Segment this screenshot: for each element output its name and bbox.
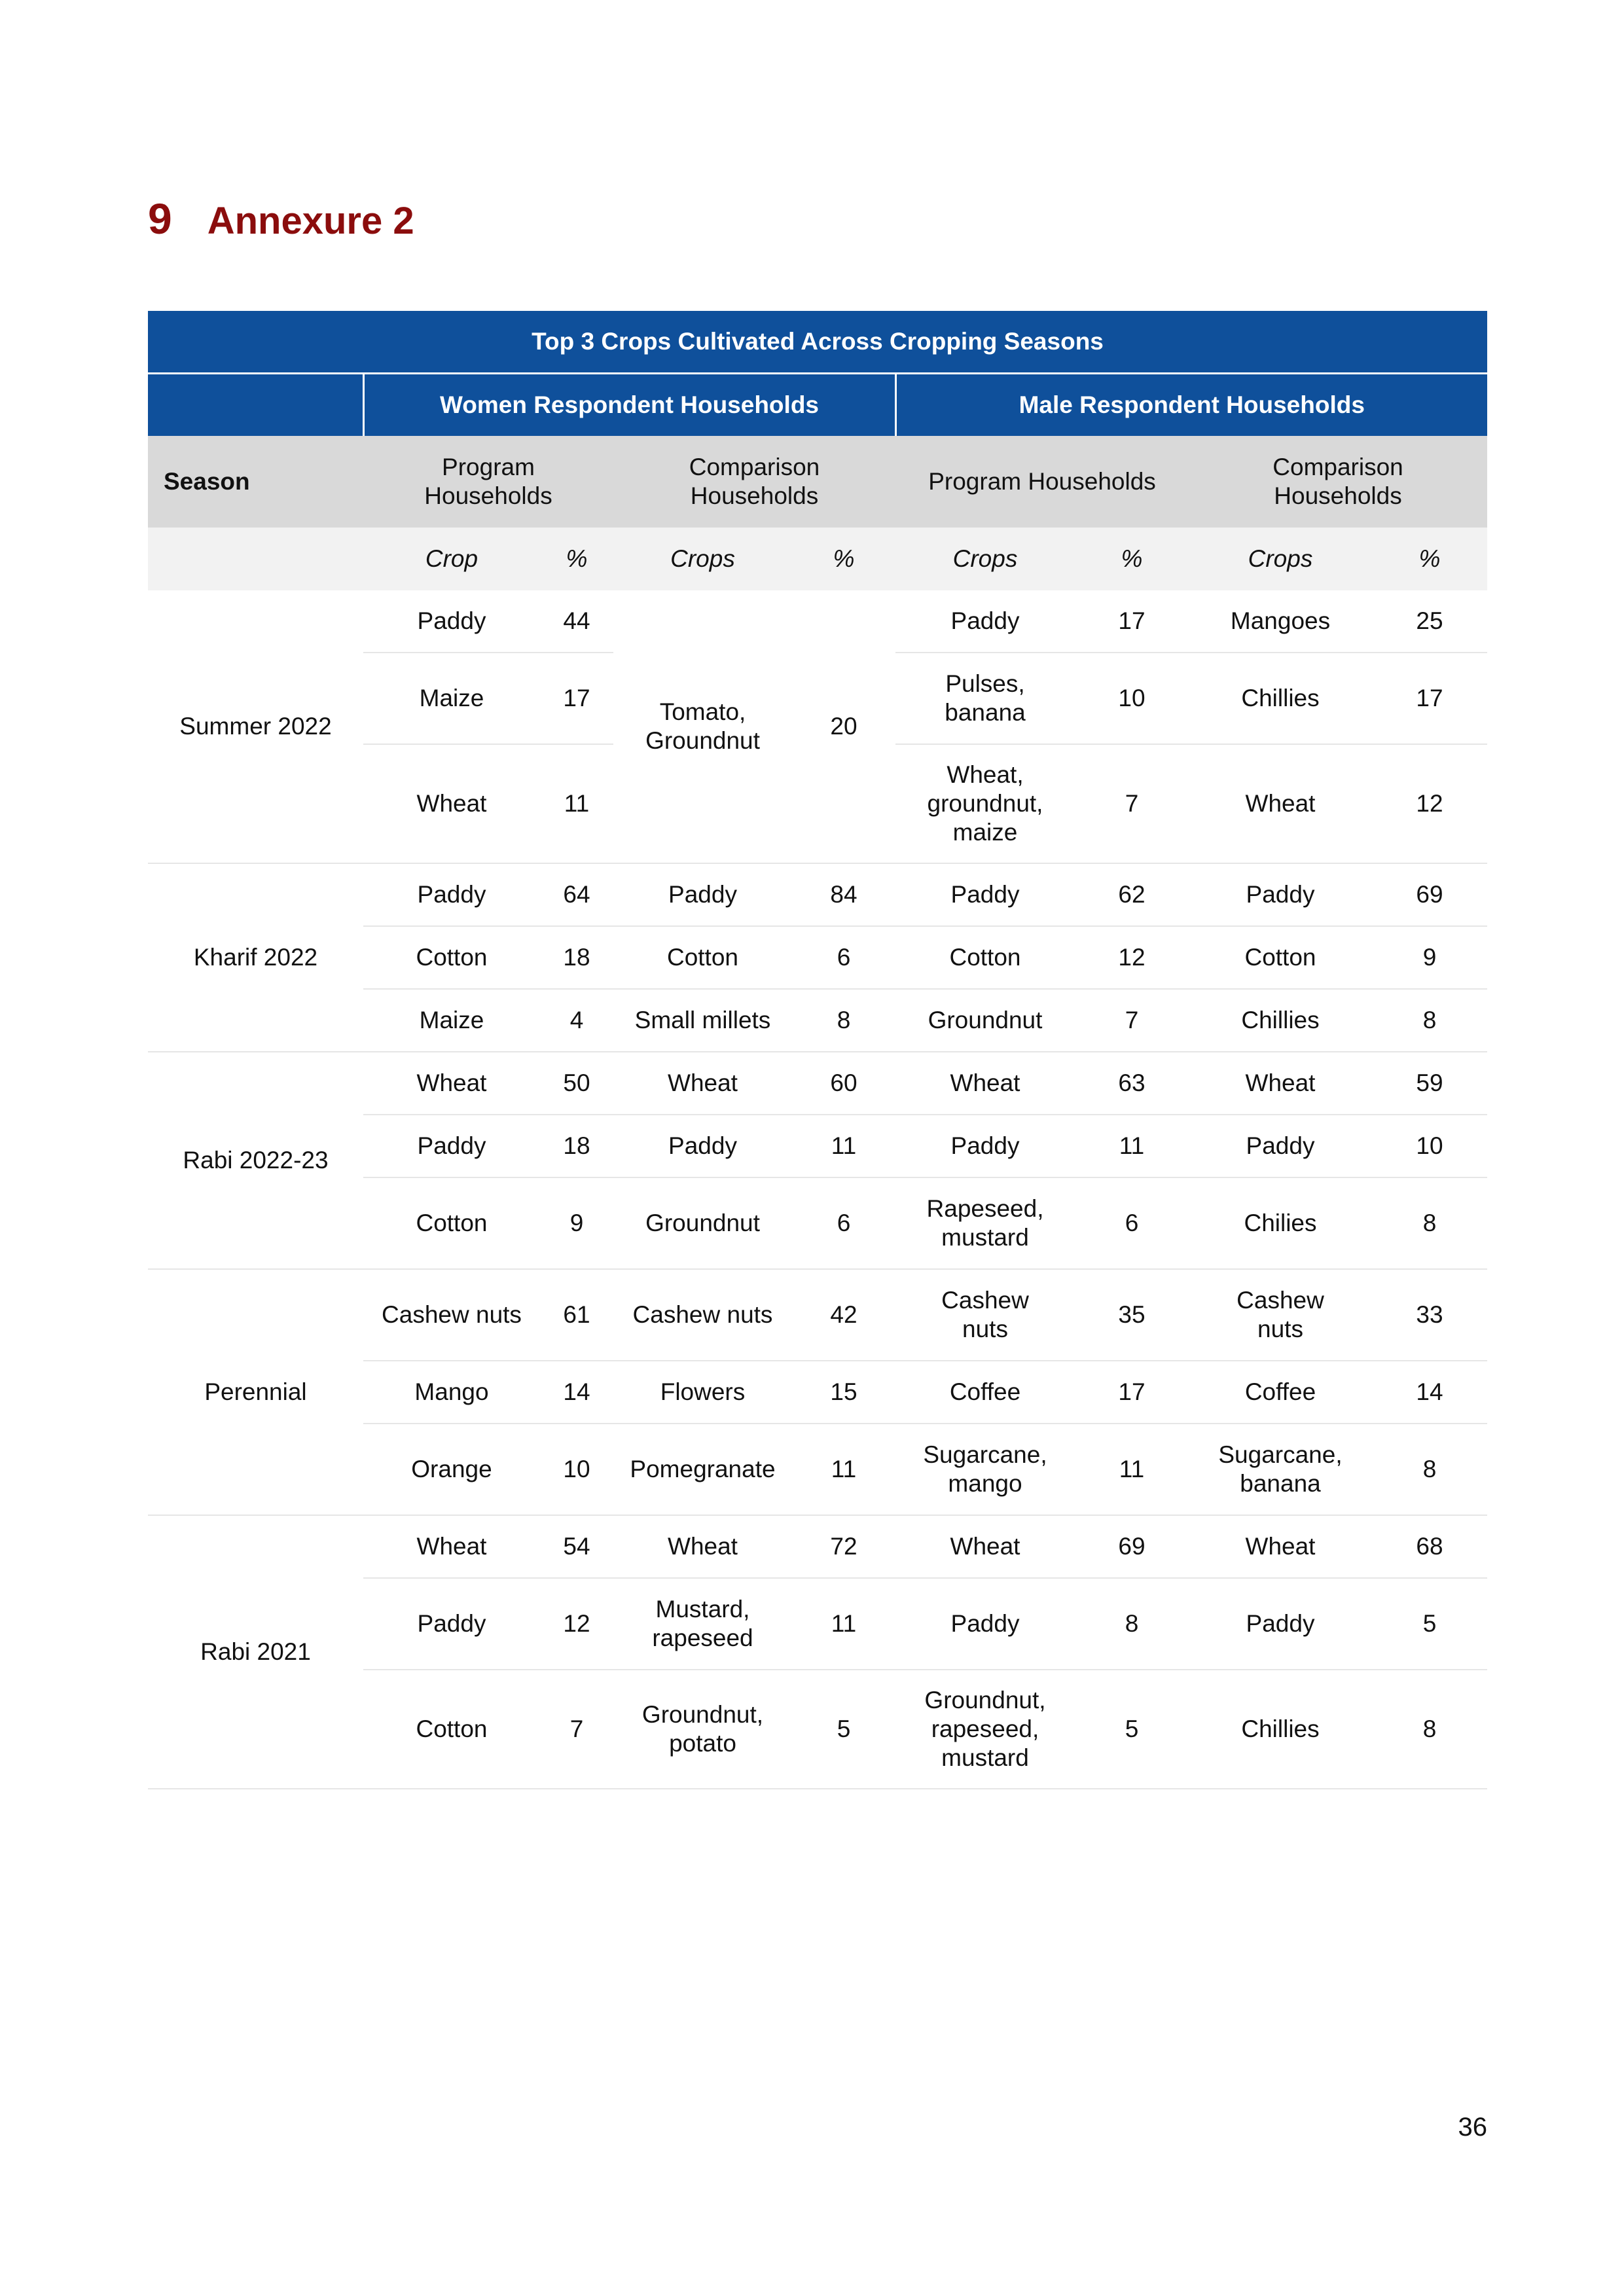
column-header: Crops	[613, 528, 792, 590]
table-cell: Paddy	[1189, 1578, 1372, 1670]
group-male-header: Male Respondent Households	[895, 374, 1487, 437]
table-cell: Wheat	[363, 1515, 540, 1578]
table-cell: Wheat	[613, 1515, 792, 1578]
table-cell: 7	[1075, 989, 1189, 1052]
table-cell: Cashew nuts	[363, 1269, 540, 1361]
table-cell: Paddy	[613, 1115, 792, 1177]
table-cell: Paddy	[895, 863, 1075, 926]
table-cell: 17	[540, 653, 613, 744]
group-women-header: Women Respondent Households	[363, 374, 895, 437]
table-cell: Cotton	[363, 1177, 540, 1269]
table-cell: Paddy	[1189, 863, 1372, 926]
table-cell: 11	[792, 1115, 895, 1177]
table-cell: Wheat	[363, 1052, 540, 1115]
table-cell: 18	[540, 1115, 613, 1177]
table-cell: Coffee	[1189, 1361, 1372, 1424]
table-cell: 11	[540, 744, 613, 863]
season-cell: Kharif 2022	[148, 863, 363, 1052]
header-text: Program Households	[424, 454, 552, 509]
table-cell	[613, 1670, 792, 1789]
table-cell: Cotton	[895, 926, 1075, 989]
table-cell	[895, 1670, 1075, 1789]
table-cell: Pomegranate	[613, 1424, 792, 1515]
table-cell: 8	[1372, 1424, 1487, 1515]
table-cell: Cotton	[363, 926, 540, 989]
table-cell: 6	[792, 1177, 895, 1269]
table-cell: Paddy	[1189, 1115, 1372, 1177]
table-cell: Chillies	[1189, 1670, 1372, 1789]
table-cell: Wheat	[363, 744, 540, 863]
table-cell: 44	[540, 590, 613, 653]
table-row	[148, 590, 1487, 653]
season-header: Season	[148, 436, 363, 528]
cell-text: Groundnut, rapeseed, mustard	[924, 1687, 1046, 1771]
table-cell	[895, 1424, 1075, 1515]
cell-text: Mustard, rapeseed	[652, 1596, 753, 1651]
section-heading	[148, 194, 414, 243]
male-comparison-header	[1189, 436, 1487, 528]
table-cell: Paddy	[363, 1578, 540, 1670]
table-cell: 69	[1075, 1515, 1189, 1578]
table-cell	[613, 1578, 792, 1670]
table-cell: Groundnut	[895, 989, 1075, 1052]
table-cell: 20	[792, 590, 895, 863]
table-cell: Cashew nuts	[613, 1269, 792, 1361]
table-row	[148, 1269, 1487, 1361]
table-cell: 35	[1075, 1269, 1189, 1361]
table-cell: Paddy	[363, 863, 540, 926]
table-cell: 9	[1372, 926, 1487, 989]
column-header: %	[792, 528, 895, 590]
table-cell: 7	[540, 1670, 613, 1789]
table-cell: 8	[1075, 1578, 1189, 1670]
column-header: Crops	[1189, 528, 1372, 590]
table-cell	[895, 744, 1075, 863]
table-cell: 72	[792, 1515, 895, 1578]
table-cell: 42	[792, 1269, 895, 1361]
table-cell: 50	[540, 1052, 613, 1115]
table-cell: 14	[1372, 1361, 1487, 1424]
table-cell: Chillies	[1189, 653, 1372, 744]
table-cell: Wheat	[613, 1052, 792, 1115]
table-cell: 6	[1075, 1177, 1189, 1269]
group-header-empty	[148, 374, 363, 437]
table-cell: 60	[792, 1052, 895, 1115]
table-cell: 7	[1075, 744, 1189, 863]
table-cell: Paddy	[363, 590, 540, 653]
season-cell: Rabi 2021	[148, 1515, 363, 1789]
subgroup-header-row	[148, 436, 1487, 528]
table-cell: Paddy	[363, 1115, 540, 1177]
table-cell: 6	[792, 926, 895, 989]
season-cell: Summer 2022	[148, 590, 363, 863]
table-cell: 11	[1075, 1424, 1189, 1515]
women-comparison-header	[613, 436, 895, 528]
table-cell: 15	[792, 1361, 895, 1424]
header-text: Comparison Households	[1272, 454, 1403, 509]
table-cell: 5	[792, 1670, 895, 1789]
column-header: %	[540, 528, 613, 590]
column-header-row	[148, 528, 1487, 590]
table-cell: 4	[540, 989, 613, 1052]
table-cell: Wheat	[1189, 744, 1372, 863]
table-cell: 17	[1372, 653, 1487, 744]
table-cell: 69	[1372, 863, 1487, 926]
table-cell: 59	[1372, 1052, 1487, 1115]
table-cell: 8	[1372, 989, 1487, 1052]
column-header: %	[1075, 528, 1189, 590]
table-cell	[895, 1269, 1075, 1361]
table-cell: 64	[540, 863, 613, 926]
cell-text: Sugarcane, banana	[1218, 1441, 1343, 1497]
table-title-row	[148, 311, 1487, 374]
cell-text: Pulses, banana	[945, 670, 1026, 726]
table-cell: Chilies	[1189, 1177, 1372, 1269]
table-cell: Cotton	[613, 926, 792, 989]
table-cell: Groundnut	[613, 1177, 792, 1269]
table-cell: Paddy	[895, 1578, 1075, 1670]
cell-text: Wheat, groundnut, maize	[927, 761, 1043, 846]
table-cell: Flowers	[613, 1361, 792, 1424]
season-cell: Rabi 2022-23	[148, 1052, 363, 1269]
table-cell: Mangoes	[1189, 590, 1372, 653]
cell-text: Cashew nuts	[1236, 1287, 1324, 1342]
crops-table	[148, 311, 1487, 1789]
page-number: 36	[1458, 2113, 1487, 2142]
table-cell: 12	[1075, 926, 1189, 989]
table-cell: Paddy	[895, 1115, 1075, 1177]
table-cell: Cotton	[1189, 926, 1372, 989]
table-cell: 11	[792, 1578, 895, 1670]
table-cell	[895, 653, 1075, 744]
table-cell: Wheat	[895, 1515, 1075, 1578]
table-cell: Wheat	[895, 1052, 1075, 1115]
table-cell: 8	[1372, 1177, 1487, 1269]
women-program-header	[363, 436, 613, 528]
table-cell: Coffee	[895, 1361, 1075, 1424]
table-cell: Orange	[363, 1424, 540, 1515]
cell-text: Rapeseed, mustard	[926, 1195, 1044, 1251]
table-cell	[1189, 1424, 1372, 1515]
header-text: Program Households	[928, 468, 1156, 495]
cell-text: Groundnut, potato	[641, 1701, 764, 1757]
column-header: Crop	[363, 528, 540, 590]
table-cell: 8	[792, 989, 895, 1052]
table-cell: 11	[1075, 1115, 1189, 1177]
table-cell: 10	[1372, 1115, 1487, 1177]
table-cell: 5	[1075, 1670, 1189, 1789]
table-cell: Paddy	[895, 590, 1075, 653]
table-cell: Paddy	[613, 863, 792, 926]
table-title: Top 3 Crops Cultivated Across Cropping Seasons	[148, 311, 1487, 374]
table-cell: 84	[792, 863, 895, 926]
table-cell: Maize	[363, 989, 540, 1052]
cell-text: Tomato, Groundnut	[645, 698, 760, 754]
table-cell	[1189, 1269, 1372, 1361]
table-cell: 11	[792, 1424, 895, 1515]
table-cell: Maize	[363, 653, 540, 744]
table-cell: Cotton	[363, 1670, 540, 1789]
table-cell: Chillies	[1189, 989, 1372, 1052]
section-number: 9	[148, 194, 172, 243]
table-cell: 33	[1372, 1269, 1487, 1361]
table-cell: Mango	[363, 1361, 540, 1424]
table-cell: 10	[1075, 653, 1189, 744]
table-cell: 5	[1372, 1578, 1487, 1670]
table-row	[148, 1052, 1487, 1115]
column-header: Crops	[895, 528, 1075, 590]
table-cell: 63	[1075, 1052, 1189, 1115]
table-cell: Small millets	[613, 989, 792, 1052]
table-cell: 54	[540, 1515, 613, 1578]
cell-text: Sugarcane, mango	[923, 1441, 1047, 1497]
table-cell: 8	[1372, 1670, 1487, 1789]
table-cell: 68	[1372, 1515, 1487, 1578]
table-cell	[895, 1177, 1075, 1269]
table-cell: Wheat	[1189, 1515, 1372, 1578]
table-cell: 62	[1075, 863, 1189, 926]
column-header-empty	[148, 528, 363, 590]
table-cell	[613, 590, 792, 863]
table-cell: 25	[1372, 590, 1487, 653]
table-cell: 12	[1372, 744, 1487, 863]
section-title: Annexure 2	[207, 200, 414, 242]
table-cell: 14	[540, 1361, 613, 1424]
table-cell: 12	[540, 1578, 613, 1670]
cell-text: Cashew nuts	[941, 1287, 1029, 1342]
male-program-header	[895, 436, 1189, 528]
group-header-row	[148, 374, 1487, 437]
season-cell: Perennial	[148, 1269, 363, 1515]
table-cell: Wheat	[1189, 1052, 1372, 1115]
header-text: Comparison Households	[689, 454, 820, 509]
table-cell: 10	[540, 1424, 613, 1515]
column-header: %	[1372, 528, 1487, 590]
table-cell: 9	[540, 1177, 613, 1269]
table-row	[148, 1515, 1487, 1578]
table-row	[148, 863, 1487, 926]
table-cell: 17	[1075, 1361, 1189, 1424]
table-cell: 18	[540, 926, 613, 989]
table-cell: 61	[540, 1269, 613, 1361]
table-cell: 17	[1075, 590, 1189, 653]
